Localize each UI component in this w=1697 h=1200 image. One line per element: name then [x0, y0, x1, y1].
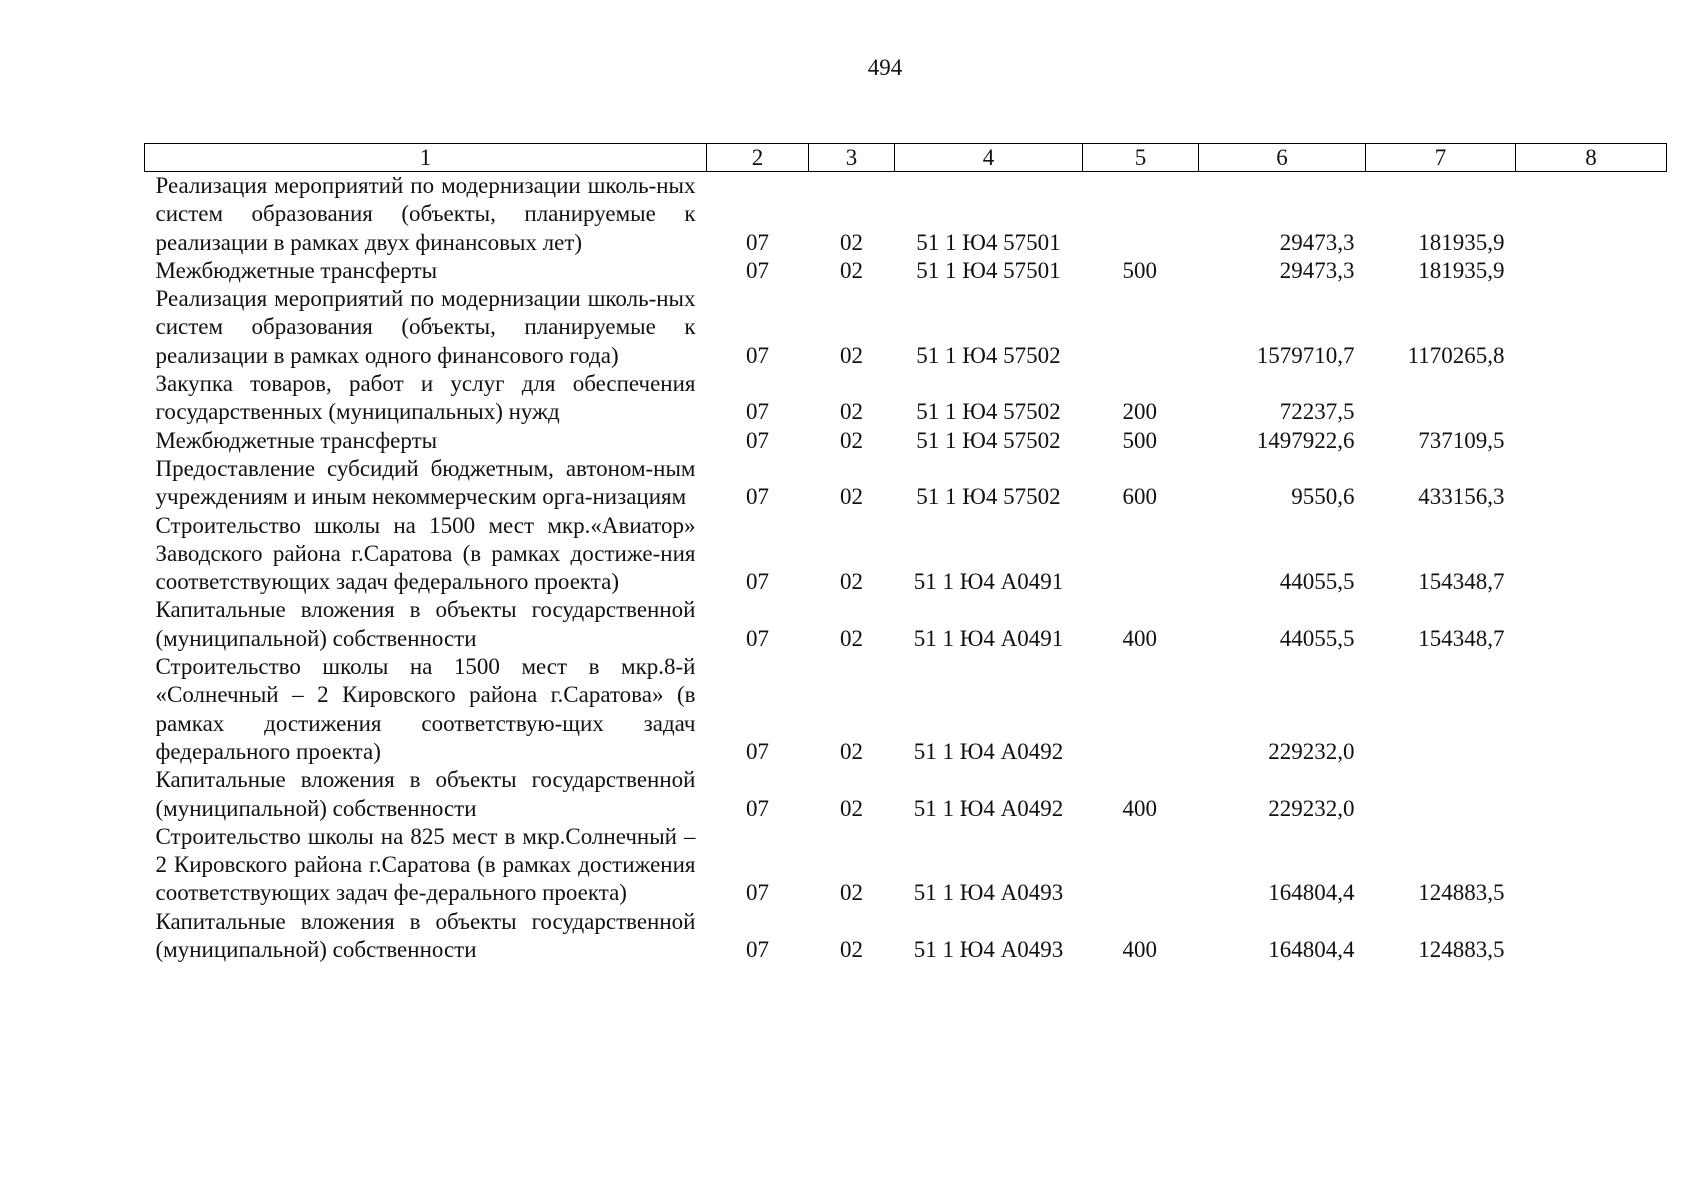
subsection-code: 02	[840, 880, 863, 906]
row-description: Реализация мероприятий по модернизации школь-ных систем образования (объекты, планируемые к реализации в рамках одного финансового года)	[155, 286, 696, 368]
amount-col6: 44055,5	[1279, 625, 1355, 651]
expense-type-code: 500	[1122, 257, 1157, 283]
row-description: Строительство школы на 1500 мест в мкр.8-й «Солнечный – 2 Кировского района г.Саратова» (в рамках достижения соответствую-щих задач федерального проекта)	[155, 654, 696, 764]
amount-col6: 229232,0	[1268, 738, 1355, 764]
amount-col8	[1516, 370, 1667, 427]
section-code: 07	[746, 880, 769, 906]
section-code: 07	[746, 399, 769, 425]
amount-col8	[1516, 427, 1667, 455]
amount-col8	[1516, 596, 1667, 653]
amount-col6: 1497922,6	[1256, 427, 1355, 453]
table-row	[145, 512, 1667, 597]
row-description: Реализация мероприятий по модернизации школь-ных систем образования (объекты, планируемые к реализации в рамках двух финансовых лет)	[155, 173, 696, 255]
target-article-code: 51 1 Ю4 57502	[916, 427, 1061, 453]
subsection-code: 02	[840, 257, 863, 283]
column-header: 7	[1366, 144, 1516, 172]
row-description: Предоставление субсидий бюджетным, автоном-ным учреждениям и иным некоммерческим орга-низациям	[155, 455, 696, 510]
amount-col8	[1516, 823, 1667, 908]
table-row	[145, 370, 1667, 427]
table-row	[145, 766, 1667, 823]
row-description: Строительство школы на 1500 мест мкр.«Авиатор» Заводского района г.Саратова (в рамках достиже-ния соответствующих задач федерального проекта)	[155, 512, 696, 595]
expense-type-code: 200	[1122, 399, 1157, 425]
subsection-code: 02	[840, 795, 863, 821]
expense-type-code: 600	[1122, 484, 1157, 510]
expense-type-code	[1083, 512, 1199, 597]
row-description: Капитальные вложения в объекты государственной (муниципальной) собственности	[155, 597, 696, 651]
table-row	[145, 427, 1667, 455]
row-description: Межбюджетные трансферты	[155, 427, 438, 453]
amount-col7: 1170265,8	[1407, 342, 1505, 368]
column-header: 4	[895, 144, 1083, 172]
amount-col7: 181935,9	[1418, 257, 1505, 283]
subsection-code: 02	[840, 399, 863, 425]
amount-col8	[1516, 766, 1667, 823]
amount-col6: 44055,5	[1279, 569, 1355, 595]
expense-type-code	[1083, 653, 1199, 766]
target-article-code: 51 1 Ю4 А0491	[913, 569, 1064, 595]
amount-col8	[1516, 455, 1667, 512]
table-body	[145, 172, 1667, 965]
expense-type-code	[1083, 285, 1199, 370]
section-code: 07	[746, 229, 769, 255]
table-row	[145, 285, 1667, 370]
target-article-code: 51 1 Ю4 А0491	[913, 625, 1064, 651]
column-header: 2	[707, 144, 809, 172]
amount-col7	[1366, 370, 1516, 427]
column-header: 3	[809, 144, 895, 172]
header-row	[145, 144, 1667, 172]
subsection-code: 02	[840, 484, 863, 510]
amount-col8	[1516, 653, 1667, 766]
budget-table	[144, 143, 1667, 964]
amount-col7: 181935,9	[1418, 229, 1505, 255]
table-row	[145, 596, 1667, 653]
target-article-code: 51 1 Ю4 57502	[916, 342, 1061, 368]
target-article-code: 51 1 Ю4 57502	[916, 399, 1061, 425]
section-code: 07	[746, 342, 769, 368]
amount-col6: 29473,3	[1279, 257, 1355, 283]
target-article-code: 51 1 Ю4 А0492	[913, 795, 1064, 821]
row-description: Капитальные вложения в объекты государственной (муниципальной) собственности	[155, 908, 696, 963]
expense-type-code: 400	[1122, 795, 1157, 821]
amount-col7: 154348,7	[1418, 569, 1505, 595]
expense-type-code: 400	[1122, 625, 1157, 651]
row-description: Капитальные вложения в объекты государственной (муниципальной) собственности	[155, 767, 696, 821]
subsection-code: 02	[840, 569, 863, 595]
section-code: 07	[746, 625, 769, 651]
table-row	[145, 823, 1667, 908]
section-code: 07	[746, 937, 769, 963]
target-article-code: 51 1 Ю4 57501	[916, 229, 1061, 255]
expense-type-code	[1083, 172, 1199, 257]
expense-type-code: 500	[1122, 427, 1157, 453]
amount-col7: 124883,5	[1418, 937, 1505, 963]
amount-col6: 29473,3	[1279, 229, 1355, 255]
target-article-code: 51 1 Ю4 А0493	[913, 937, 1064, 963]
row-description: Межбюджетные трансферты	[155, 257, 438, 283]
amount-col7: 154348,7	[1418, 625, 1505, 651]
subsection-code: 02	[840, 625, 863, 651]
expense-type-code: 400	[1122, 937, 1157, 963]
amount-col6: 164804,4	[1268, 937, 1355, 963]
column-header: 6	[1199, 144, 1366, 172]
table-row	[145, 455, 1667, 512]
amount-col6: 229232,0	[1268, 795, 1355, 821]
amount-col7	[1366, 653, 1516, 766]
amount-col7	[1366, 766, 1516, 823]
amount-col6: 9550,6	[1291, 484, 1355, 510]
section-code: 07	[746, 795, 769, 821]
amount-col6: 72237,5	[1279, 399, 1355, 425]
expense-type-code	[1083, 823, 1199, 908]
section-code: 07	[746, 427, 769, 453]
target-article-code: 51 1 Ю4 А0493	[913, 880, 1064, 906]
subsection-code: 02	[840, 937, 863, 963]
section-code: 07	[746, 257, 769, 283]
table-row	[145, 908, 1667, 965]
row-description: Закупка товаров, работ и услуг для обеспечения государственных (муниципальных) нужд	[155, 371, 696, 425]
section-code: 07	[746, 484, 769, 510]
column-header: 5	[1083, 144, 1199, 172]
table-row	[145, 257, 1667, 285]
subsection-code: 02	[840, 342, 863, 368]
amount-col8	[1516, 172, 1667, 257]
subsection-code: 02	[840, 427, 863, 453]
subsection-code: 02	[840, 229, 863, 255]
target-article-code: 51 1 Ю4 57501	[916, 257, 1061, 283]
target-article-code: 51 1 Ю4 57502	[916, 484, 1061, 510]
page-number: 494	[867, 55, 903, 80]
table-row	[145, 653, 1667, 766]
amount-col7: 737109,5	[1418, 427, 1505, 453]
amount-col7: 433156,3	[1418, 484, 1505, 510]
section-code: 07	[746, 569, 769, 595]
amount-col8	[1516, 908, 1667, 965]
amount-col8	[1516, 512, 1667, 597]
amount-col8	[1516, 285, 1667, 370]
table-row	[145, 172, 1667, 257]
amount-col7: 124883,5	[1418, 880, 1505, 906]
subsection-code: 02	[840, 738, 863, 764]
column-header: 8	[1516, 144, 1667, 172]
column-header: 1	[145, 144, 707, 172]
row-description: Строительство школы на 825 мест в мкр.Солнечный – 2 Кировского района г.Саратова (в рамках достижения соответствующих задач фе-дерального проекта)	[155, 823, 696, 906]
amount-col6: 164804,4	[1268, 880, 1355, 906]
target-article-code: 51 1 Ю4 А0492	[913, 738, 1064, 764]
section-code: 07	[746, 738, 769, 764]
amount-col6: 1579710,7	[1256, 342, 1355, 368]
amount-col8	[1516, 257, 1667, 285]
